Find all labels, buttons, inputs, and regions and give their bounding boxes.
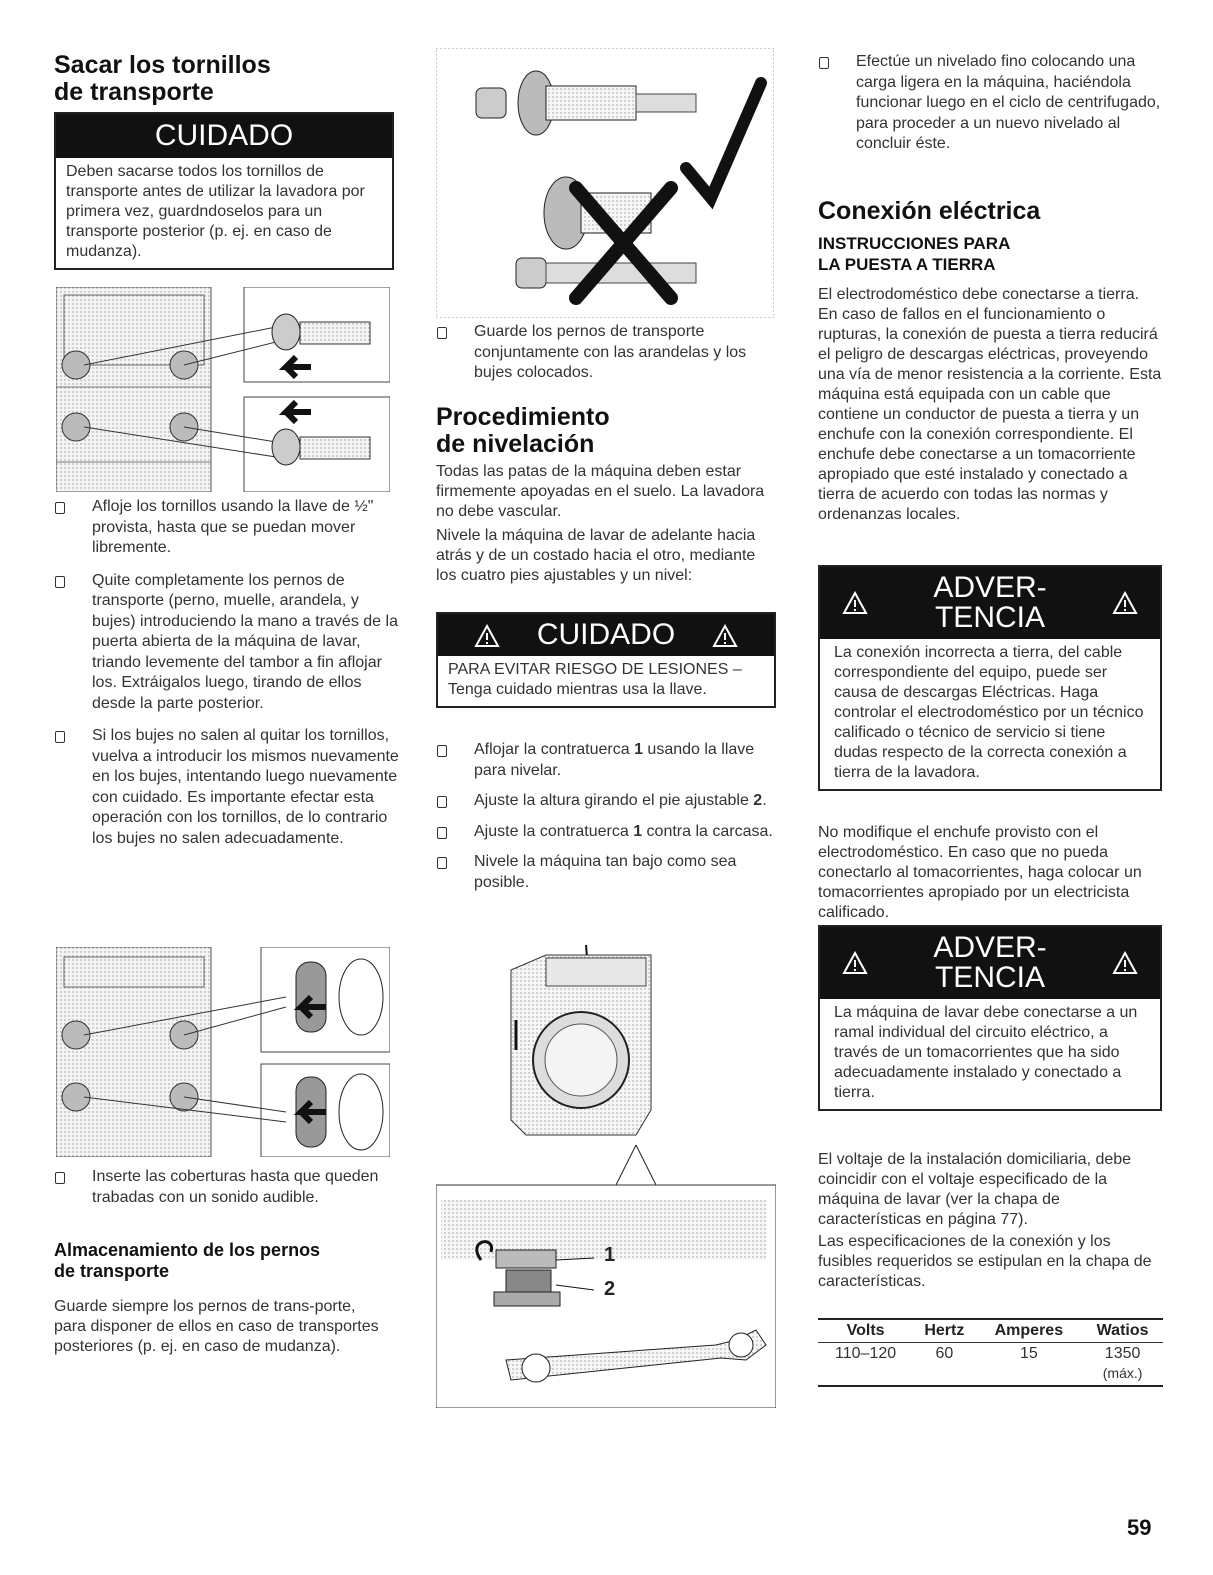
caution-text-2: PARA EVITAR RIESGO DE LESIONES – Tenga cuidado mientras usa la llave. (448, 661, 742, 698)
checkbox-bullet-icon (55, 731, 65, 743)
checkbox-bullet-icon (437, 857, 447, 869)
leveling-title: Procedimiento de nivelación (436, 403, 610, 458)
caution-box (54, 112, 394, 270)
checkbox-bullet-icon (55, 576, 65, 588)
list-item: Quite completamente los pernos de transporte (perno, muelle, arandela, y bujes) introduciendo la mano a través de la puerta abierta de la máquina de lavar, triando levemente del tambor a fin aflojar los. Extráigalos luego, tirando de ellos desde la parte posterior. (54, 571, 404, 715)
list-item: Aflojar la contratuerca 1 usando la llave para nivelar. (436, 740, 776, 781)
caution-banner: CUIDADO (56, 114, 392, 158)
warning-banner-1: ADVER- TENCIA (820, 567, 1160, 639)
list-item: Inserte las coberturas hasta que queden trabadas con un sonido audible. (54, 1167, 404, 1208)
table-cell: 1350 (1104, 1345, 1141, 1362)
table-note: (máx.) (1102, 1365, 1143, 1381)
washer-back-illustration (56, 287, 390, 492)
list-item: Nivele la máquina tan bajo como sea posible. (436, 852, 776, 893)
table-header: Volts (818, 1320, 913, 1343)
electrical-title: Conexión eléctrica (818, 197, 1041, 225)
specs-para: Las especificaciones de la conexión y los fusibles requeridos se estipulan en la chapa de características. (818, 1233, 1152, 1290)
table-header: Hertz (913, 1320, 975, 1343)
checkbox-bullet-icon (437, 796, 447, 808)
caution-box-2 (436, 612, 776, 708)
warning-text-1: La conexión incorrecta a tierra, del cable correspondiente del equipo, puede ser causa de descargas Eléctricas. Haga controlar el electrodoméstico por un técnico calificado o técnico de servicio si tiene dudas respecto de la correcta conexión a tierra de la lavadora. (834, 644, 1144, 781)
plug-para: No modifique el enchufe provisto con el electrodoméstico. En caso que no pueda conectarlo al tomacorrientes, haga colocar un tomacorrientes apropiado por un electricista calificado. (818, 824, 1142, 921)
checkmark-icon (686, 83, 761, 198)
checkbox-bullet-icon (55, 1172, 65, 1184)
list-item: Ajuste la altura girando el pie ajustable 2. (436, 791, 776, 812)
checkbox-bullet-icon (55, 502, 65, 514)
table-header: Amperes (976, 1320, 1083, 1343)
caution-text: Deben sacarse todos los tornillos de transporte antes de utilizar la lavadora por primera vez, guardndoselos para un transporte posterior (p. ej. en caso de mudanza). (66, 163, 365, 260)
voltage-para: El voltaje de la instalación domiciliaria, debe coincidir con el voltaje especificado de la máquina de lavar (ver la chapa de características en página 77). (818, 1151, 1132, 1228)
warning-triangle-icon (1112, 951, 1138, 975)
table-row (818, 1343, 1163, 1364)
foot-label: 2 (604, 1278, 616, 1300)
washer-leveling-foot-illustration (436, 940, 776, 1408)
covers-figure (56, 947, 390, 1157)
transport-bolts-figure (56, 287, 390, 492)
table-cell: 15 (1019, 1345, 1038, 1362)
table-cell: 60 (935, 1345, 954, 1362)
bolt-storage-figure (436, 48, 774, 318)
list-item: Afloje los tornillos usando la llave de ½" provista, hasta que se puedan mover libremente. (54, 497, 404, 559)
warning-triangle-icon (1112, 591, 1138, 615)
list-item: Ajuste la contratuerca 1 contra la carcasa. (436, 822, 776, 843)
grounding-subtitle: INSTRUCCIONES PARA LA PUESTA A TIERRA (818, 234, 1011, 274)
warning-triangle-icon (474, 624, 500, 648)
locknut-label: 1 (604, 1244, 616, 1266)
warning-triangle-icon (842, 951, 868, 975)
table-header: Watios (1082, 1320, 1163, 1343)
leveling-figure (436, 940, 776, 1408)
storage-title: Almacenamiento de los pernos de transporte (54, 1240, 321, 1281)
list-item: Efectúe un nivelado fino colocando una carga ligera en la máquina, haciéndola funcionar luego en el ciclo de centrifugado, para proceder a un nuevo nivelado al concluir éste. (818, 52, 1163, 155)
bolt-correct-incorrect-illustration (436, 48, 774, 318)
warning-triangle-icon (842, 591, 868, 615)
page-number: 59 (1127, 1515, 1152, 1540)
leveling-steps (436, 740, 776, 893)
table-cell: 110–120 (835, 1345, 897, 1362)
warning-box-2 (818, 925, 1162, 1111)
leveling-para-1: Todas las patas de la máquina deben estar firmemente apoyadas en el suelo. La lavadora no debe vascular. (436, 463, 765, 520)
warning-triangle-icon (712, 624, 738, 648)
caution-banner-2: CUIDADO (438, 614, 774, 656)
list-item: Guarde los pernos de transporte conjuntamente con las arandelas y los bujes colocados. (436, 322, 776, 384)
checkbox-bullet-icon (437, 327, 447, 339)
grounding-para: El electrodoméstico debe conectarse a tierra. En caso de fallos en el funcionamiento o rupturas, la conexión de puesta a tierra reducirá el peligro de descargas eléctricas, proveyendo una vía de menor resistencia a la corriente. Esta máquina está equipada con un cable que contiene un conductor de puesta a tierra y un enchufe con la conexión correspondiente. El enchufe debe conectarse a un tomacorriente apropiado que esté instalado y conectado a tierra de acuerdo con todas las normas y ordenanzas locales. (818, 286, 1162, 523)
electrical-specs-table (818, 1318, 1163, 1387)
checkbox-bullet-icon (819, 57, 829, 69)
list-item: Si los bujes no salen al quitar los tornillos, vuelva a introducir los mismos nuevamente en los bujes, intentando luego nuevamente con cuidado. Es importante efectar esta operación con los tornillos, de lo contrario los bujes no salen adecuadamente. (54, 726, 404, 849)
warning-box-1 (818, 565, 1162, 791)
section-title: Sacar los tornillos de transporte (54, 51, 271, 106)
leveling-para-2: Nivele la máquina de lavar de adelante hacia atrás y de un costado hacia el otro, mediante los cuatro pies ajustables y un nivel: (436, 527, 756, 584)
warning-text-2: La máquina de lavar debe conectarse a un ramal individual del circuito eléctrico, a través de un tomacorrientes que ha sido adecuadamente instalado y conectado a tierra. (834, 1004, 1138, 1101)
warning-banner-2: ADVER- TENCIA (820, 927, 1160, 999)
checkbox-bullet-icon (437, 827, 447, 839)
washer-covers-illustration (56, 947, 390, 1157)
storage-text: Guarde siempre los pernos de trans-porte, para disponer de ellos en caso de transportes posteriores (p. ej. en caso de mudanza). (54, 1298, 379, 1355)
checkbox-bullet-icon (437, 745, 447, 757)
